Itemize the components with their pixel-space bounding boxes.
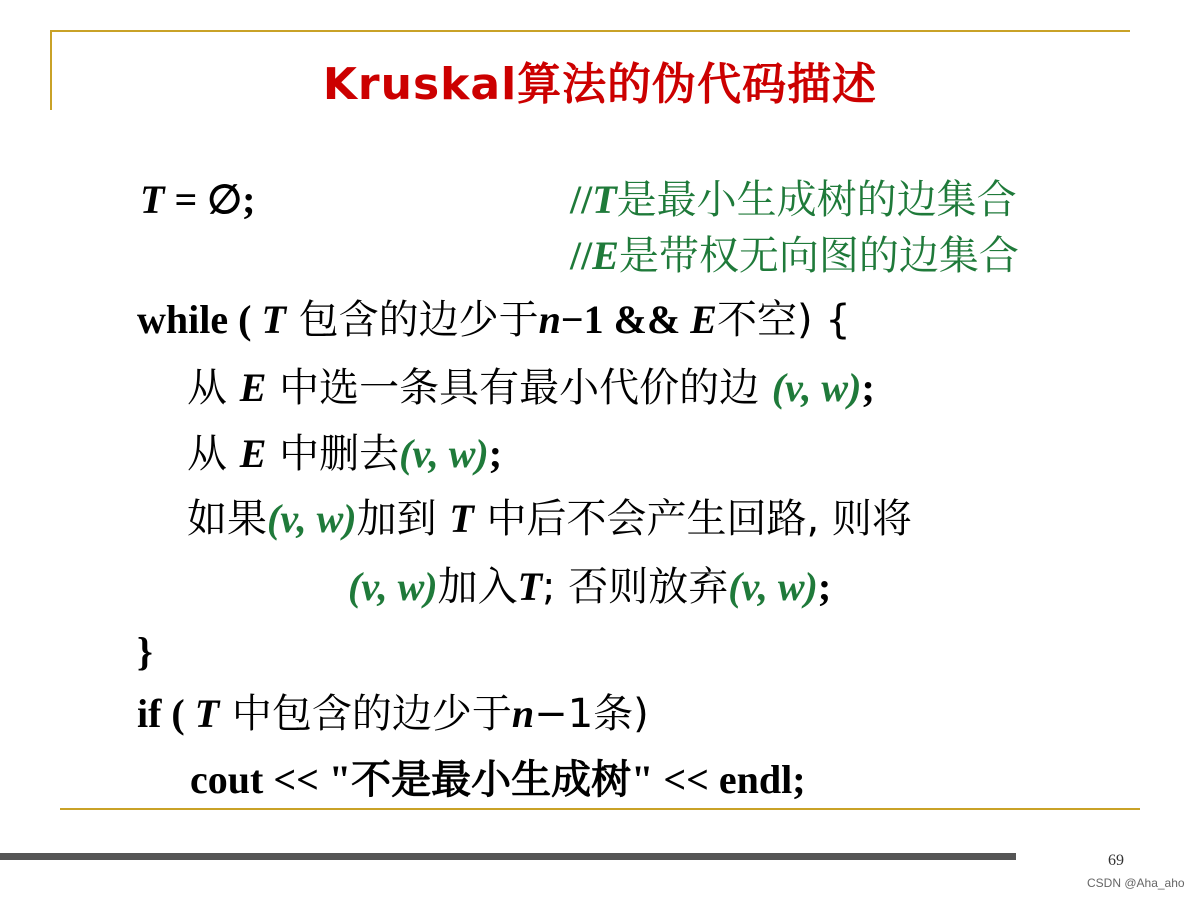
watermark-text: CSDN @Aha_aho bbox=[1087, 876, 1185, 890]
bottom-rule-line bbox=[60, 808, 1140, 810]
comment-line-2: //E是带权无向图的边集合 bbox=[570, 233, 1019, 279]
code-line-close-brace: } bbox=[137, 629, 153, 674]
code-line-if: if ( T 中包含的边少于n−1条) bbox=[137, 691, 649, 737]
code-line-if-cycle: 如果(v, w)加到 T 中后不会产生回路, 则将 bbox=[187, 496, 912, 542]
comment-line-1: //T是最小生成树的边集合 bbox=[570, 177, 1017, 223]
code-line-add: (v, w)加入T; 否则放弃(v, w); bbox=[348, 564, 832, 610]
code-line-1: T = ∅; bbox=[140, 177, 256, 222]
slide-title: Kruskal算法的伪代码描述 bbox=[322, 59, 878, 110]
code-line-while: while ( T 包含的边少于n−1 && E不空) { bbox=[137, 297, 851, 343]
code-line-cout: cout << "不是最小生成树" << endl; bbox=[190, 757, 806, 802]
code-line-select: 从 E 中选一条具有最小代价的边 (v, w); bbox=[187, 365, 875, 411]
footer-bar bbox=[0, 853, 1016, 860]
page-number: 69 bbox=[1108, 852, 1124, 869]
code-line-delete: 从 E 中删去(v, w); bbox=[187, 431, 503, 477]
